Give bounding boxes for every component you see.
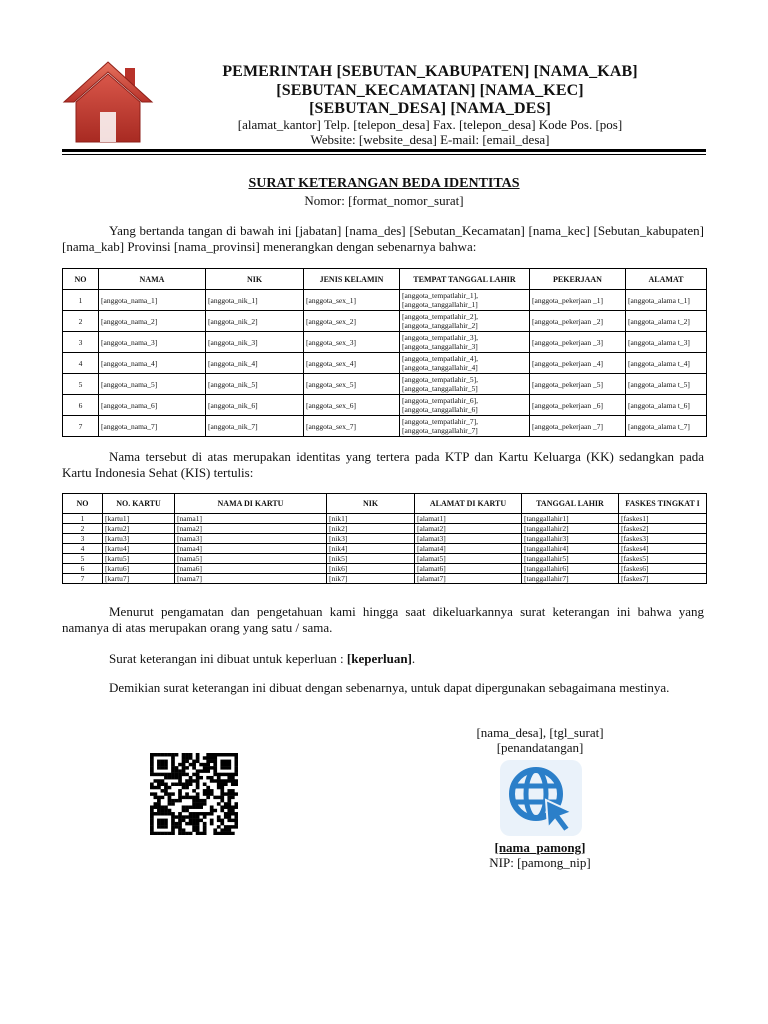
kis-table-cell: 2 <box>63 524 103 534</box>
identity-table-header-cell: NO <box>63 269 99 290</box>
purpose-value: [keperluan] <box>346 651 412 666</box>
kis-table-header-cell: FASKES TINGKAT I <box>619 494 707 514</box>
kis-table-row <box>63 554 707 564</box>
identity-table-cell: [anggota_alama t_3] <box>626 332 707 353</box>
kis-table-cell: [faskes1] <box>619 514 707 524</box>
kis-table-cell: [nama4] <box>175 544 327 554</box>
kis-table-row <box>63 574 707 584</box>
identity-table-cell: [anggota_alama t_7] <box>626 416 707 437</box>
kis-table-cell: [alamat7] <box>415 574 522 584</box>
identity-table-cell: 7 <box>63 416 99 437</box>
kis-table-cell: [nama1] <box>175 514 327 524</box>
identity-table-row <box>63 416 707 437</box>
identity-table-header-cell: TEMPAT TANGGAL LAHIR <box>400 269 530 290</box>
identity-table-cell: [anggota_pekerjaan _2] <box>530 311 626 332</box>
purpose-paragraph <box>62 651 704 667</box>
kis-table-row <box>63 544 707 554</box>
purpose-suffix: . <box>411 651 416 666</box>
kis-table-cell: [nik6] <box>327 564 415 574</box>
kis-table-cell: [kartu6] <box>103 564 175 574</box>
header-village: [SEBUTAN_DESA] [NAMA_DES] <box>309 100 551 117</box>
identity-table-cell: [anggota_nik_6] <box>206 395 304 416</box>
kis-table-row <box>63 524 707 534</box>
identity-table-row <box>63 374 707 395</box>
identity-table-cell: [anggota_pekerjaan _6] <box>530 395 626 416</box>
kis-table-cell: 4 <box>63 544 103 554</box>
kis-table-header-cell: ALAMAT DI KARTU <box>415 494 522 514</box>
signatory-nip: NIP: [pamong_nip] <box>489 855 591 870</box>
identity-table-cell: [anggota_nama_3] <box>99 332 206 353</box>
identity-table-cell: [anggota_nama_1] <box>99 290 206 311</box>
kis-table-cell: 3 <box>63 534 103 544</box>
kis-table-cell: [nama5] <box>175 554 327 564</box>
identity-table-cell: [anggota_tempatlahir_7], [anggota_tanggallahir_7] <box>400 416 530 437</box>
identity-table-cell: [anggota_alama t_6] <box>626 395 707 416</box>
identity-table-header-cell: JENIS KELAMIN <box>304 269 400 290</box>
kis-table-cell: [nik2] <box>327 524 415 534</box>
kis-table-cell: [faskes2] <box>619 524 707 534</box>
kis-table-cell: [nama7] <box>175 574 327 584</box>
letter-number: Nomor: [format_nomor_surat] <box>304 193 464 208</box>
identity-table <box>62 268 707 437</box>
identity-table-cell: [anggota_tempatlahir_4], [anggota_tanggallahir_4] <box>400 353 530 374</box>
identity-table-cell: [anggota_pekerjaan _1] <box>530 290 626 311</box>
identity-table-row <box>63 290 707 311</box>
purpose-prefix: Surat keterangan ini dibuat untuk keperluan : <box>109 651 347 666</box>
identity-table-cell: 5 <box>63 374 99 395</box>
identity-table-row <box>63 395 707 416</box>
header-rule-thin <box>62 154 706 155</box>
kis-table-cell: [tanggallahir5] <box>522 554 619 564</box>
kis-table-cell: 6 <box>63 564 103 574</box>
identity-table-cell: [anggota_sex_5] <box>304 374 400 395</box>
identity-table-row <box>63 311 707 332</box>
identity-table-cell: [anggota_pekerjaan _7] <box>530 416 626 437</box>
kis-table-cell: 5 <box>63 554 103 564</box>
identity-table-cell: 3 <box>63 332 99 353</box>
kis-table-cell: [nik1] <box>327 514 415 524</box>
identity-table-cell: [anggota_sex_3] <box>304 332 400 353</box>
identity-table-cell: 6 <box>63 395 99 416</box>
identity-table-cell: [anggota_sex_6] <box>304 395 400 416</box>
kis-table-cell: [tanggallahir4] <box>522 544 619 554</box>
kis-table-cell: 7 <box>63 574 103 584</box>
identity-table-cell: 1 <box>63 290 99 311</box>
identity-table-cell: [anggota_tempatlahir_2], [anggota_tanggallahir_2] <box>400 311 530 332</box>
kis-table-header-cell: NO. KARTU <box>103 494 175 514</box>
kis-table-cell: [nik5] <box>327 554 415 564</box>
identity-table-cell: [anggota_nama_5] <box>99 374 206 395</box>
header-address: [alamat_kantor] Telp. [telepon_desa] Fax. [telepon_desa] Kode Pos. [pos] <box>237 117 623 132</box>
intro-paragraph: Yang bertanda tangan di bawah ini [jabatan] [nama_des] [Sebutan_Kecamatan] [nama_kec] [Sebutan_kabupaten] [nama_kab] Provinsi [nama_provinsi] menerangkan dengan sebenarnya bahwa: <box>62 223 704 254</box>
identity-table-cell: [anggota_alama t_5] <box>626 374 707 395</box>
kis-table-cell: [kartu2] <box>103 524 175 534</box>
kis-table-cell: [alamat5] <box>415 554 522 564</box>
identity-table-cell: [anggota_pekerjaan _4] <box>530 353 626 374</box>
identity-table-cell: [anggota_sex_4] <box>304 353 400 374</box>
identity-table-cell: [anggota_nik_3] <box>206 332 304 353</box>
house-icon <box>62 60 154 144</box>
kis-table-cell: [faskes6] <box>619 564 707 574</box>
identity-table-header-cell: ALAMAT <box>626 269 707 290</box>
kis-table-cell: [kartu3] <box>103 534 175 544</box>
identity-table-cell: [anggota_nama_7] <box>99 416 206 437</box>
header-rule-thick <box>62 149 706 152</box>
identity-table-header <box>63 269 707 290</box>
kis-table-cell: [kartu5] <box>103 554 175 564</box>
identity-table-cell: [anggota_pekerjaan _5] <box>530 374 626 395</box>
identity-table-cell: [anggota_sex_7] <box>304 416 400 437</box>
header-contact: Website: [website_desa] E-mail: [email_desa] <box>310 132 550 147</box>
identity-table-header-cell: PEKERJAAN <box>530 269 626 290</box>
kis-table-cell: [tanggallahir6] <box>522 564 619 574</box>
identity-table-cell: [anggota_nik_5] <box>206 374 304 395</box>
kis-table-cell: [tanggallahir1] <box>522 514 619 524</box>
identity-table-cell: [anggota_nama_4] <box>99 353 206 374</box>
identity-table-header-cell: NAMA <box>99 269 206 290</box>
kis-table-cell: [nama2] <box>175 524 327 534</box>
globe-cursor-icon <box>500 760 582 836</box>
identity-table-cell: [anggota_nama_2] <box>99 311 206 332</box>
signatory-name: [nama_pamong] <box>494 840 586 855</box>
identity-table-cell: [anggota_nama_6] <box>99 395 206 416</box>
kis-table-cell: [faskes3] <box>619 534 707 544</box>
kis-table-cell: [alamat1] <box>415 514 522 524</box>
kis-table-cell: [alamat6] <box>415 564 522 574</box>
kis-table-header-cell: TANGGAL LAHIR <box>522 494 619 514</box>
identity-table-row <box>63 353 707 374</box>
identity-table-header-cell: NIK <box>206 269 304 290</box>
identity-table-cell: [anggota_nik_7] <box>206 416 304 437</box>
kis-table-cell: [nik4] <box>327 544 415 554</box>
kis-table-header-cell: NO <box>63 494 103 514</box>
identity-table-cell: [anggota_alama t_4] <box>626 353 707 374</box>
identity-table-cell: [anggota_nik_1] <box>206 290 304 311</box>
kis-table-cell: 1 <box>63 514 103 524</box>
kis-intro-paragraph: Nama tersebut di atas merupakan identitas yang tertera pada KTP dan Kartu Keluarga (KK) sedangkan pada Kartu Indonesia Sehat (KIS) tertulis: <box>62 449 704 480</box>
closing-paragraph: Demikian surat keterangan ini dibuat dengan sebenarnya, untuk dapat dipergunakan sebagaimana mestinya. <box>109 680 670 695</box>
identity-table-cell: [anggota_nik_2] <box>206 311 304 332</box>
identity-table-cell: [anggota_alama t_1] <box>626 290 707 311</box>
identity-table-cell: [anggota_tempatlahir_6], [anggota_tanggallahir_6] <box>400 395 530 416</box>
identity-table-cell: [anggota_sex_2] <box>304 311 400 332</box>
signature-role: [penandatangan] <box>496 740 584 755</box>
kis-table-cell: [tanggallahir2] <box>522 524 619 534</box>
kis-table-cell: [nik3] <box>327 534 415 544</box>
kis-table-cell: [kartu1] <box>103 514 175 524</box>
kis-table-header <box>63 494 707 514</box>
kis-table-cell: [nik7] <box>327 574 415 584</box>
kis-table-cell: [nama3] <box>175 534 327 544</box>
kis-table-row <box>63 514 707 524</box>
kis-table-cell: [alamat2] <box>415 524 522 534</box>
kis-table <box>62 493 707 584</box>
signature-place-date: [nama_desa], [tgl_surat] <box>476 725 604 740</box>
identity-table-cell: [anggota_alama t_2] <box>626 311 707 332</box>
identity-table-cell: [anggota_tempatlahir_1], [anggota_tanggallahir_1] <box>400 290 530 311</box>
kis-table-cell: [nama6] <box>175 564 327 574</box>
kis-table-header-cell: NAMA DI KARTU <box>175 494 327 514</box>
kis-table-row <box>63 564 707 574</box>
identity-table-cell: [anggota_sex_1] <box>304 290 400 311</box>
kis-table-row <box>63 534 707 544</box>
kis-table-cell: [faskes4] <box>619 544 707 554</box>
header-government: PEMERINTAH [SEBUTAN_KABUPATEN] [NAMA_KAB] <box>222 63 638 80</box>
kis-table-cell: [tanggallahir3] <box>522 534 619 544</box>
kis-table-cell: [faskes7] <box>619 574 707 584</box>
kis-table-cell: [alamat3] <box>415 534 522 544</box>
kis-table-header-cell: NIK <box>327 494 415 514</box>
identity-table-cell: [anggota_tempatlahir_3], [anggota_tanggallahir_3] <box>400 332 530 353</box>
kis-table-cell: [kartu7] <box>103 574 175 584</box>
identity-table-cell: [anggota_tempatlahir_5], [anggota_tanggallahir_5] <box>400 374 530 395</box>
letter-title: SURAT KETERANGAN BEDA IDENTITAS <box>248 176 520 191</box>
kis-table-cell: [tanggallahir7] <box>522 574 619 584</box>
identity-table-cell: [anggota_nik_4] <box>206 353 304 374</box>
identity-table-cell: 2 <box>63 311 99 332</box>
identity-table-cell: [anggota_pekerjaan _3] <box>530 332 626 353</box>
identity-table-row <box>63 332 707 353</box>
kis-table-cell: [kartu4] <box>103 544 175 554</box>
observation-paragraph: Menurut pengamatan dan pengetahuan kami hingga saat dikeluarkannya surat keterangan ini bahwa yang namanya di atas merupakan orang yang satu / sama. <box>62 604 704 635</box>
identity-table-cell: 4 <box>63 353 99 374</box>
header-district: [SEBUTAN_KECAMATAN] [NAMA_KEC] <box>276 82 584 99</box>
kis-table-cell: [faskes5] <box>619 554 707 564</box>
qr-code-icon <box>150 753 238 835</box>
kis-table-cell: [alamat4] <box>415 544 522 554</box>
